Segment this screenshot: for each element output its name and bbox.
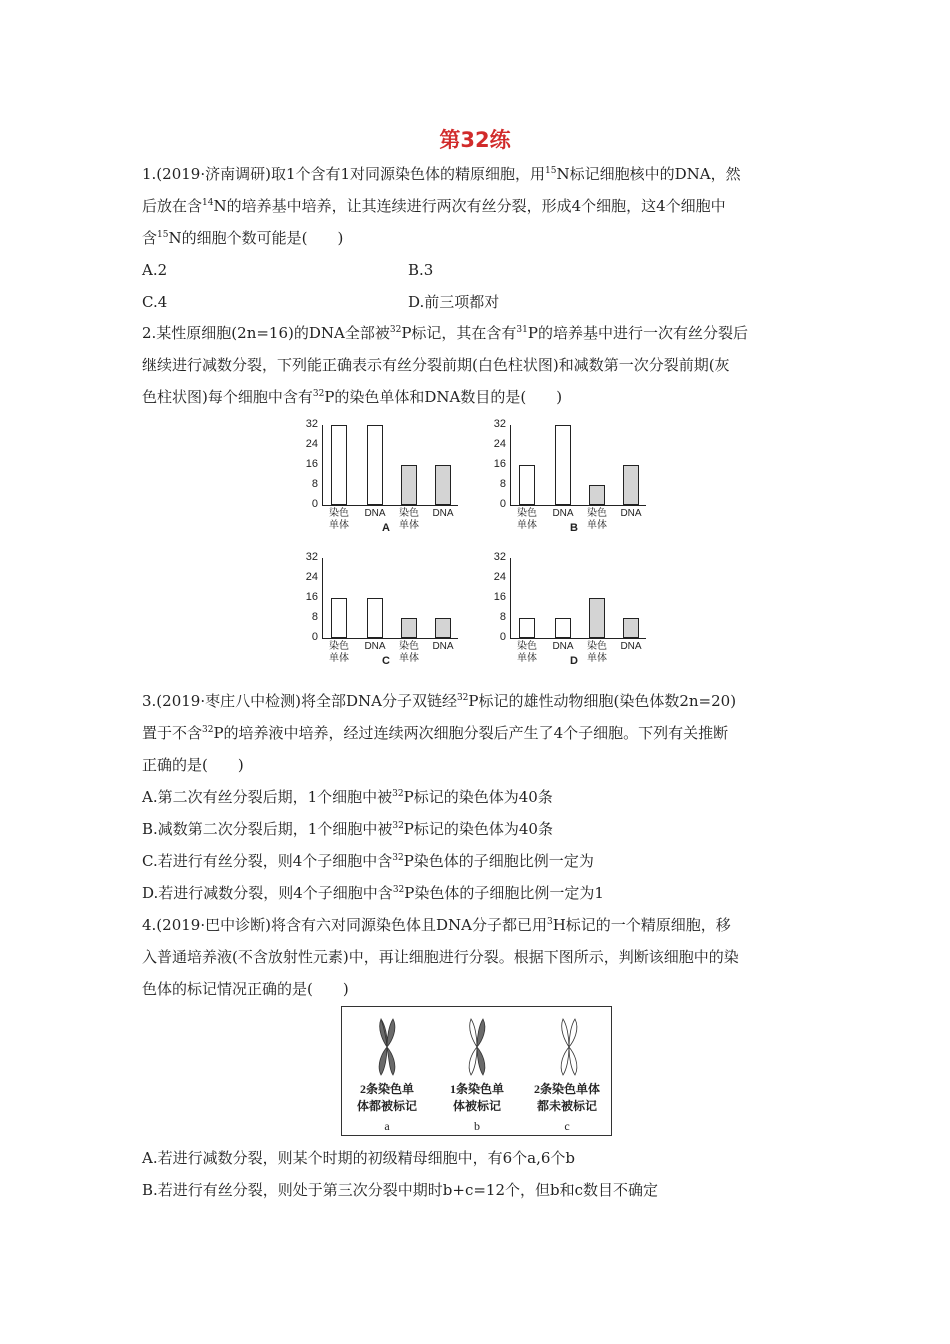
bar-B-1 <box>519 465 535 505</box>
x-category-label: 染色 单体 <box>587 508 607 531</box>
x-category-label: 染色 单体 <box>399 508 419 531</box>
bar-A-2 <box>367 425 383 505</box>
bar-B-2 <box>555 425 571 505</box>
bar-C-3 <box>401 618 417 638</box>
q1-option-b: B.3 <box>408 261 434 279</box>
y-tick-label: 32 <box>493 551 506 563</box>
q4-line1: 4.(2019·巴中诊断)将含有六对同源染色体且DNA分子都已用$^3$H标记的一个精原细胞，移 <box>142 916 731 934</box>
y-tick-label: 24 <box>305 438 318 450</box>
caption-b: 1条染色单 体被标记 <box>449 1082 504 1113</box>
chromosome-c-icon <box>554 1017 584 1077</box>
q4-option-a: A.若进行减数分裂，则某个时期的初级精母细胞中，有6个a,6个b <box>142 1149 576 1167</box>
x-category-label: DNA <box>552 508 574 519</box>
chart-label-D: D <box>570 655 578 667</box>
label-b: b <box>474 1119 480 1133</box>
q2-line2: 继续进行减数分裂，下列能正确表示有丝分裂前期(白色柱状图)和减数第一次分裂前期(灰 <box>142 356 730 374</box>
bar-C-2 <box>367 598 383 638</box>
q3-line3: 正确的是( ) <box>142 756 244 774</box>
y-tick-label: 0 <box>499 631 506 643</box>
y-axis <box>510 558 511 638</box>
y-tick-label: 8 <box>311 478 318 490</box>
x-category-label: 染色 单体 <box>399 641 419 664</box>
y-tick-label: 8 <box>499 478 506 490</box>
q2-line1: 2.某性原细胞(2n=16)的DNA全部被$^{32}$P标记，其在含有$^{31}$P的培养基中进行一次有丝分裂后 <box>142 324 748 342</box>
q3-option-c: C.若进行有丝分裂，则4个子细胞中含$^{32}$P染色体的子细胞比例一定为 <box>142 852 594 870</box>
x-category-label: DNA <box>552 641 574 652</box>
q3-option-a: A.第二次有丝分裂后期，1个细胞中被$^{32}$P标记的染色体为40条 <box>142 788 553 806</box>
q1-line2: 后放在含$^{14}$N的培养基中培养，让其连续进行两次有丝分裂，形成4个细胞，这4个细胞中 <box>142 197 726 215</box>
y-tick-label: 24 <box>493 571 506 583</box>
bar-D-1 <box>519 618 535 638</box>
x-category-label: 染色 单体 <box>517 641 537 664</box>
bar-B-4 <box>623 465 639 505</box>
q1-line3: 含$^{15}$N的细胞个数可能是( ) <box>142 229 344 247</box>
page-title: 第32练 <box>439 128 511 152</box>
q3-option-d: D.若进行减数分裂，则4个子细胞中含$^{32}$P染色体的子细胞比例一定为1 <box>142 884 604 902</box>
x-axis <box>322 638 458 639</box>
q1-line1: 1.(2019·济南调研)取1个含有1对同源染色体的精原细胞，用$^{15}$N标记细胞核中的DNA，然 <box>142 165 741 183</box>
x-category-label: DNA <box>432 641 454 652</box>
y-tick-label: 0 <box>311 498 318 510</box>
x-category-label: 染色 单体 <box>517 508 537 531</box>
chart-label-C: C <box>382 655 390 667</box>
bar-D-4 <box>623 618 639 638</box>
y-tick-label: 32 <box>493 418 506 430</box>
bar-C-1 <box>331 598 347 638</box>
x-axis <box>510 505 646 506</box>
chart-label-B: B <box>570 522 578 534</box>
q4-line3: 色体的标记情况正确的是( ) <box>142 980 349 998</box>
y-tick-label: 16 <box>493 458 506 470</box>
q3-line1: 3.(2019·枣庄八中检测)将全部DNA分子双链经$^{32}$P标记的雄性动物细胞(染色体数2n=20) <box>142 692 737 710</box>
bar-A-3 <box>401 465 417 505</box>
x-axis <box>510 638 646 639</box>
x-category-label: DNA <box>432 508 454 519</box>
y-axis <box>322 558 323 638</box>
bar-C-4 <box>435 618 451 638</box>
chromosome-a-icon <box>372 1017 402 1077</box>
chromosome-figure <box>341 1006 612 1136</box>
y-tick-label: 0 <box>499 498 506 510</box>
x-category-label: DNA <box>620 641 642 652</box>
label-a: a <box>384 1119 390 1133</box>
y-tick-label: 16 <box>305 591 318 603</box>
y-axis <box>510 425 511 505</box>
bar-D-3 <box>589 598 605 638</box>
chromosome-b-icon <box>462 1017 492 1077</box>
x-category-label: 染色 单体 <box>329 641 349 664</box>
q3-option-b: B.减数第二次分裂后期，1个细胞中被$^{32}$P标记的染色体为40条 <box>142 820 553 838</box>
q4-option-b: B.若进行有丝分裂，则处于第三次分裂中期时b+c=12个，但b和c数目不确定 <box>142 1181 659 1199</box>
q1-option-a: A.2 <box>142 261 168 279</box>
bar-A-4 <box>435 465 451 505</box>
bar-A-1 <box>331 425 347 505</box>
bar-B-3 <box>589 485 605 505</box>
x-category-label: 染色 单体 <box>329 508 349 531</box>
y-tick-label: 16 <box>305 458 318 470</box>
caption-c: 2条染色单体 都未被标记 <box>533 1082 600 1113</box>
y-tick-label: 32 <box>305 418 318 430</box>
y-tick-label: 16 <box>493 591 506 603</box>
bar-D-2 <box>555 618 571 638</box>
q2-line3: 色柱状图)每个细胞中含有$^{32}$P的染色单体和DNA数目的是( ) <box>142 388 563 406</box>
y-tick-label: 24 <box>493 438 506 450</box>
y-tick-label: 32 <box>305 551 318 563</box>
q3-line2: 置于不含$^{32}$P的培养液中培养，经过连续两次细胞分裂后产生了4个子细胞。下列有关推断 <box>142 724 729 742</box>
x-category-label: DNA <box>620 508 642 519</box>
y-tick-label: 8 <box>311 611 318 623</box>
caption-a: 2条染色单 体都被标记 <box>356 1082 417 1113</box>
x-category-label: DNA <box>364 508 386 519</box>
label-c: c <box>564 1119 570 1133</box>
q1-option-d: D.前三项都对 <box>408 293 500 311</box>
y-tick-label: 8 <box>499 611 506 623</box>
y-tick-label: 24 <box>305 571 318 583</box>
y-tick-label: 0 <box>311 631 318 643</box>
q1-option-c: C.4 <box>142 293 168 311</box>
x-axis <box>322 505 458 506</box>
q4-line2: 入普通培养液(不含放射性元素)中，再让细胞进行分裂。根据下图所示，判断该细胞中的染 <box>142 948 739 966</box>
y-axis <box>322 425 323 505</box>
chart-label-A: A <box>382 522 390 534</box>
x-category-label: 染色 单体 <box>587 641 607 664</box>
x-category-label: DNA <box>364 641 386 652</box>
